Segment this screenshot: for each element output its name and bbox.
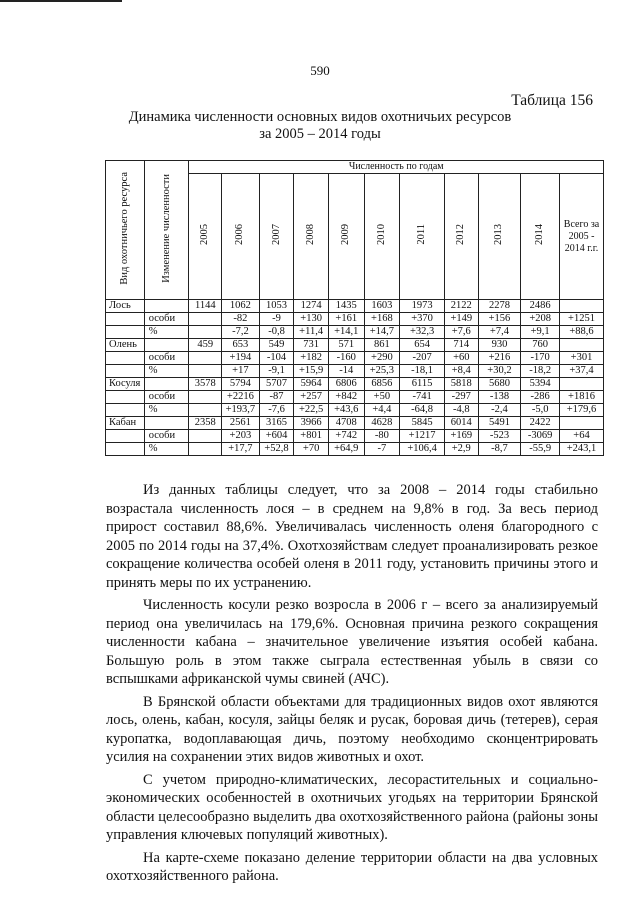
table-title [0,109,640,143]
value-cell: +169 [444,430,478,443]
value-cell: 731 [294,339,329,352]
value-cell: -297 [444,391,478,404]
value-cell [189,404,222,417]
value-cell: 653 [222,339,260,352]
value-cell: -104 [259,352,294,365]
species-cell [106,404,145,417]
value-cell: -523 [478,430,521,443]
value-cell: +30,2 [478,365,521,378]
species-cell [106,443,145,456]
page-number: 590 [310,63,330,78]
population-table [105,160,604,456]
value-cell [189,365,222,378]
value-cell: -160 [328,352,364,365]
value-cell: +17,7 [222,443,260,456]
value-cell: 2358 [189,417,222,430]
value-cell: +1217 [400,430,445,443]
unit-cell: % [144,365,189,378]
species-cell [106,326,145,339]
paragraph: С учетом природно-климатических, лесорастительных и социально-экономических особенностей в охотничьих угодьях на территории Брянской области целесообразно выделить два охотхозяйственного района (районы зоны управления ключевых популяций животных). [106,771,598,843]
value-cell: +64,9 [328,443,364,456]
value-cell [189,443,222,456]
value-cell: -4,8 [444,404,478,417]
unit-cell: особи [144,313,189,326]
value-cell: -207 [400,352,445,365]
table-row [106,430,604,443]
table-row [106,443,604,456]
value-cell: -138 [478,391,521,404]
total-cell: +88,6 [560,326,604,339]
value-cell: +2216 [222,391,260,404]
value-cell: 4708 [328,417,364,430]
value-cell: -18,1 [400,365,445,378]
table-row [106,300,604,313]
value-cell: 4628 [364,417,400,430]
total-cell: +64 [560,430,604,443]
value-cell: +15,9 [294,365,329,378]
total-cell: +179,6 [560,404,604,417]
value-cell: +801 [294,430,329,443]
value-cell: +130 [294,313,329,326]
header-year: 2007 [259,174,294,300]
unit-cell: особи [144,391,189,404]
value-cell: +60 [444,352,478,365]
value-cell: +52,8 [259,443,294,456]
header-change: Изменение численности [144,161,189,300]
value-cell [189,313,222,326]
total-cell [560,339,604,352]
value-cell: -741 [400,391,445,404]
value-cell: +43,6 [328,404,364,417]
total-cell: +243,1 [560,443,604,456]
value-cell: -64,8 [400,404,445,417]
value-cell: 1062 [222,300,260,313]
species-cell: Лось [106,300,145,313]
total-cell [560,378,604,391]
header-year: 2009 [328,174,364,300]
value-cell: 6806 [328,378,364,391]
value-cell: 2486 [521,300,560,313]
header-year: 2013 [478,174,521,300]
unit-cell: особи [144,352,189,365]
table-label: Таблица 156 [511,92,593,109]
table-row [106,404,604,417]
value-cell: 654 [400,339,445,352]
value-cell: +11,4 [294,326,329,339]
value-cell: 2122 [444,300,478,313]
header-years-group: Численность по годам [189,161,604,174]
value-cell: +9,1 [521,326,560,339]
header-year: 2014 [521,174,560,300]
value-cell: 1435 [328,300,364,313]
body-text [106,481,598,890]
value-cell: -18,2 [521,365,560,378]
total-cell: +301 [560,352,604,365]
value-cell: 2278 [478,300,521,313]
value-cell: +182 [294,352,329,365]
table-row [106,352,604,365]
value-cell [189,326,222,339]
value-cell: -0,8 [259,326,294,339]
value-cell: +203 [222,430,260,443]
value-cell: -82 [222,313,260,326]
unit-cell: % [144,404,189,417]
value-cell: 2561 [222,417,260,430]
header-year: 2006 [222,174,260,300]
header-total: Всего за 2005 - 2014 г.г. [560,174,604,300]
species-cell [106,365,145,378]
header-year: 2010 [364,174,400,300]
value-cell: +370 [400,313,445,326]
species-cell [106,391,145,404]
value-cell: +50 [364,391,400,404]
value-cell: +193,7 [222,404,260,417]
table-row [106,313,604,326]
value-cell: +70 [294,443,329,456]
value-cell: 3578 [189,378,222,391]
species-cell: Косуля [106,378,145,391]
species-cell [106,430,145,443]
value-cell: -8,7 [478,443,521,456]
value-cell: +7,4 [478,326,521,339]
value-cell: -9 [259,313,294,326]
value-cell: -2,4 [478,404,521,417]
value-cell: 5394 [521,378,560,391]
value-cell: +161 [328,313,364,326]
value-cell: +290 [364,352,400,365]
value-cell: 6014 [444,417,478,430]
value-cell: -3069 [521,430,560,443]
value-cell: +156 [478,313,521,326]
table-row [106,365,604,378]
top-rule [0,0,122,2]
species-cell [106,352,145,365]
header-year: 2012 [444,174,478,300]
species-cell: Олень [106,339,145,352]
value-cell: +208 [521,313,560,326]
value-cell: 3966 [294,417,329,430]
value-cell: 5964 [294,378,329,391]
value-cell: -7,6 [259,404,294,417]
value-cell: 3165 [259,417,294,430]
value-cell: -87 [259,391,294,404]
value-cell [189,391,222,404]
value-cell: +32,3 [400,326,445,339]
table-row [106,391,604,404]
value-cell: -14 [328,365,364,378]
unit-cell [144,339,189,352]
value-cell: 1274 [294,300,329,313]
value-cell: 1144 [189,300,222,313]
value-cell: 5680 [478,378,521,391]
value-cell: 459 [189,339,222,352]
total-cell: +1251 [560,313,604,326]
value-cell: 5845 [400,417,445,430]
value-cell: 5794 [222,378,260,391]
value-cell: +22,5 [294,404,329,417]
unit-cell: % [144,326,189,339]
value-cell: 1053 [259,300,294,313]
paragraph: Из данных таблицы следует, что за 2008 – 2014 годы стабильно возрастала численность лося – в среднем на 9,8% в год. За весь период прирост составил 88,6%. Увеличивалась численность оленя благородного с 2005 по 2014 годы на 37,4%. Охотхозяйствам следует проанализировать резкое сокращение количества особей оленя в 2011 году, установить причины этого и принять меры по их устранению. [106,482,598,591]
value-cell: -170 [521,352,560,365]
value-cell: 861 [364,339,400,352]
value-cell: +216 [478,352,521,365]
value-cell: +2,9 [444,443,478,456]
value-cell: +14,7 [364,326,400,339]
value-cell: -80 [364,430,400,443]
value-cell: +25,3 [364,365,400,378]
value-cell [189,352,222,365]
value-cell: -9,1 [259,365,294,378]
paragraph: Численность косули резко возросла в 2006 г – всего за анализируемый период она увеличилась на 179,6%. Основная причина резкого сокращения численности кабана – значительное увеличение изъятия особей кабана. Большую роль в этом также сыграла естественная убыль в связи со вспышками африканской чумы свиней (АЧС). [106,597,598,687]
value-cell: -7,2 [222,326,260,339]
value-cell: -5,0 [521,404,560,417]
paragraph: В Брянской области объектами для традиционных видов охот являются лось, олень, кабан, косуля, зайцы беляк и русак, боровая дичь (тетерев), серая куропатка, водоплавающая дичь, поэтому необходимо сконцентрировать усилия на сохранении этих видов животных и охот. [106,693,598,765]
unit-cell: особи [144,430,189,443]
table-row [106,339,604,352]
value-cell: +168 [364,313,400,326]
value-cell: +842 [328,391,364,404]
table-row [106,417,604,430]
value-cell: +106,4 [400,443,445,456]
unit-cell [144,300,189,313]
value-cell [189,430,222,443]
value-cell: 2422 [521,417,560,430]
header-year: 2011 [400,174,445,300]
species-cell: Кабан [106,417,145,430]
total-cell: +1816 [560,391,604,404]
value-cell: 5707 [259,378,294,391]
value-cell: -7 [364,443,400,456]
value-cell: 714 [444,339,478,352]
value-cell: +604 [259,430,294,443]
value-cell: 549 [259,339,294,352]
total-cell [560,300,604,313]
header-species: Вид охотничьего ресурса [106,161,145,300]
total-cell [560,417,604,430]
value-cell: +17 [222,365,260,378]
value-cell: +194 [222,352,260,365]
value-cell: 1603 [364,300,400,313]
value-cell: +14,1 [328,326,364,339]
header-year: 2008 [294,174,329,300]
value-cell: 5818 [444,378,478,391]
value-cell: 6856 [364,378,400,391]
value-cell: +257 [294,391,329,404]
value-cell: +7,6 [444,326,478,339]
value-cell: 571 [328,339,364,352]
value-cell: +149 [444,313,478,326]
value-cell: +742 [328,430,364,443]
paragraph: На карте-схеме показано деление территории области на два условных охотхозяйственного района. [106,849,598,884]
value-cell: 5491 [478,417,521,430]
value-cell: 760 [521,339,560,352]
table-row [106,378,604,391]
species-cell [106,313,145,326]
unit-cell: % [144,443,189,456]
header-year: 2005 [189,174,222,300]
total-cell: +37,4 [560,365,604,378]
value-cell: +4,4 [364,404,400,417]
table-row [106,326,604,339]
value-cell: -286 [521,391,560,404]
table-title-line-1: Динамика численности основных видов охотничьих ресурсов [128,109,512,125]
value-cell: -55,9 [521,443,560,456]
value-cell: 1973 [400,300,445,313]
table-title-line-2: за 2005 – 2014 годы [259,126,381,142]
value-cell: 6115 [400,378,445,391]
value-cell: +8,4 [444,365,478,378]
value-cell: 930 [478,339,521,352]
unit-cell [144,378,189,391]
unit-cell [144,417,189,430]
